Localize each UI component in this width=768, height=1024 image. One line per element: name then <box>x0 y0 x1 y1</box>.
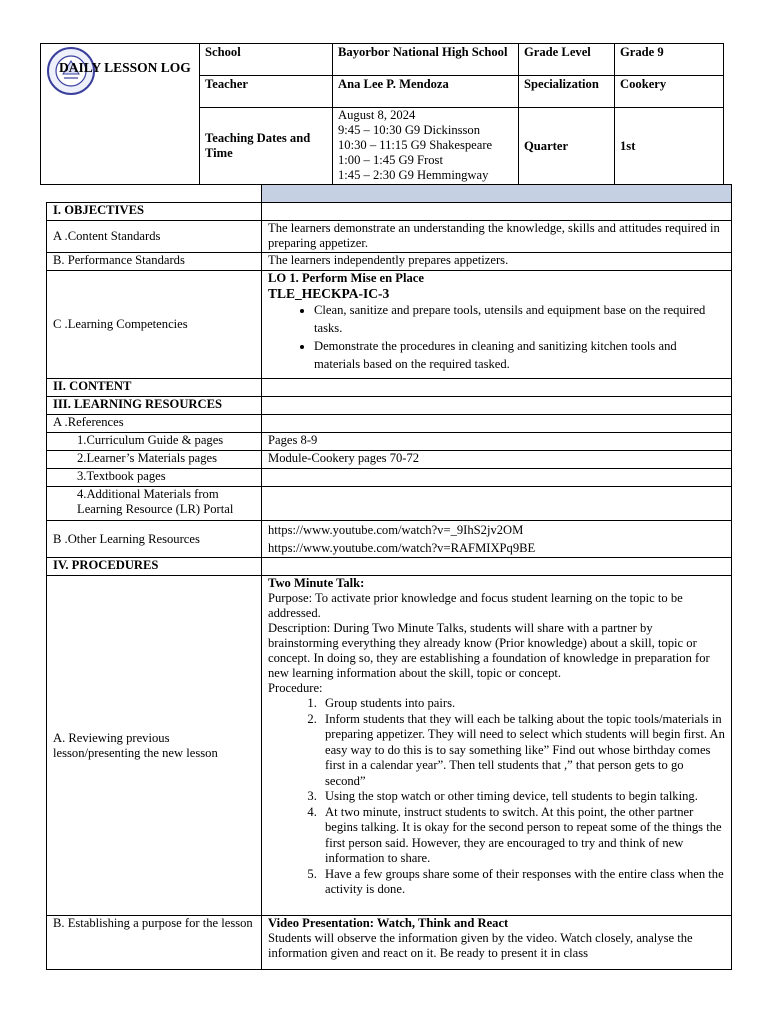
learning-resources-heading: III. LEARNING RESOURCES <box>47 397 262 415</box>
content-standards-text: The learners demonstrate an understanding the knowledge, skills and attitudes required in preparing appetizer. <box>262 221 732 253</box>
quarter-value: 1st <box>615 108 724 185</box>
learning-competencies-label: C .Learning Competencies <box>47 271 262 379</box>
specialization-label: Specialization <box>519 76 615 108</box>
lo-code: TLE_HECKPA-IC-3 <box>268 286 390 301</box>
other-resources-label: B .Other Learning Resources <box>47 521 262 558</box>
curriculum-guide-value: Pages 8-9 <box>262 433 732 451</box>
reviewing-lesson-cell <box>262 576 732 916</box>
procedure-label: Procedure: <box>268 681 323 695</box>
schedule-line: 1:00 – 1:45 G9 Frost <box>338 153 443 167</box>
date-line: August 8, 2024 <box>338 108 416 122</box>
blank-cell <box>47 185 262 203</box>
curriculum-guide-label: 1.Curriculum Guide & pages <box>47 433 262 451</box>
schedule-line: 10:30 – 11:15 G9 Shakespeare <box>338 138 493 152</box>
procedure-step: 4. At two minute, instruct students to switch. At this point, the other partner begins talking. It is okay for the second person to repeat some of the things the first person said. However, they are encouraged to try and think of new information to share. <box>320 805 725 867</box>
resource-link[interactable]: https://www.youtube.com/watch?v=RAFMIXPq9BE <box>268 541 536 555</box>
video-presentation-text: Students will observe the information given by the video. Watch closely, analyse the information given and react on it. Be ready to present it in class <box>268 931 693 960</box>
learners-materials-value: Module-Cookery pages 70-72 <box>262 451 732 469</box>
procedure-steps <box>268 696 725 898</box>
teaching-dates-value <box>333 108 519 185</box>
content-standards-label: A .Content Standards <box>47 221 262 253</box>
procedures-heading: IV. PROCEDURES <box>47 558 262 576</box>
textbook-pages-value <box>262 469 732 487</box>
performance-standards-label: B. Performance Standards <box>47 253 262 271</box>
procedure-step: 5. Have a few groups share some of their responses with the entire class when the activity is done. <box>320 867 725 898</box>
schedule-line: 1:45 – 2:30 G9 Hemmingway <box>338 168 489 182</box>
resource-link[interactable]: https://www.youtube.com/watch?v=_9IhS2jv2OM <box>268 523 524 537</box>
objectives-heading: I. OBJECTIVES <box>47 203 262 221</box>
two-minute-talk-title: Two Minute Talk: <box>268 576 365 590</box>
other-resources-cell <box>262 521 732 558</box>
school-label: School <box>200 44 333 76</box>
additional-materials-value <box>262 487 732 521</box>
competency-item: • Clean, sanitize and prepare tools, utensils and equipment base on the required tasks. <box>314 301 725 337</box>
content-heading: II. CONTENT <box>47 379 262 397</box>
description-text: Description: During Two Minute Talks, students will share with a partner by brainstorming everything they already know (Prior knowledge) about a skill, topic or concept. In doing so, they are establishing a foundation of knowledge in preparation for new learning information about the skill, topic or concept. <box>268 621 710 680</box>
school-value: Bayorbor National High School <box>333 44 519 76</box>
quarter-label: Quarter <box>519 108 615 185</box>
specialization-value: Cookery <box>615 76 724 108</box>
procedure-step: 1. Group students into pairs. <box>320 696 725 712</box>
establishing-purpose-cell <box>262 916 732 970</box>
shaded-header-cell <box>262 185 732 203</box>
learners-materials-label: 2.Learner’s Materials pages <box>47 451 262 469</box>
video-presentation-title: Video Presentation: Watch, Think and React <box>268 916 509 930</box>
procedure-step: 2. Inform students that they will each be talking about the topic tools/materials in preparing appetizer. They will need to select which students will begin first. An easy way to do this is to say something like” Find out whose birthday comes first in a calendar year”. Then tell students that ,” that person gets to go second” <box>320 712 725 790</box>
lesson-plan-table <box>46 184 732 970</box>
schedule-line: 9:45 – 10:30 G9 Dickinsson <box>338 123 481 137</box>
daily-lesson-log-title: DAILY LESSON LOG <box>59 60 191 75</box>
additional-materials-label: 4.Additional Materials from Learning Resource (LR) Portal <box>47 487 262 521</box>
establishing-purpose-label: B. Establishing a purpose for the lesson <box>47 916 262 970</box>
grade-level-value: Grade 9 <box>615 44 724 76</box>
performance-standards-text: The learners independently prepares appetizers. <box>262 253 732 271</box>
references-label: A .References <box>47 415 262 433</box>
textbook-pages-label: 3.Textbook pages <box>47 469 262 487</box>
title-cell <box>41 44 200 185</box>
header-table <box>40 43 724 185</box>
lo-title: LO 1. Perform Mise en Place <box>268 271 424 285</box>
competency-item: • Demonstrate the procedures in cleaning and sanitizing kitchen tools and materials based on the required tasked. <box>314 337 725 373</box>
purpose-text: Purpose: To activate prior knowledge and focus student learning on the topic to be addressed. <box>268 591 683 620</box>
reviewing-lesson-label: A. Reviewing previous lesson/presenting the new lesson <box>47 576 262 916</box>
competency-list <box>268 301 725 373</box>
teacher-label: Teacher <box>200 76 333 108</box>
procedure-step: 3. Using the stop watch or other timing device, tell students to begin talking. <box>320 789 725 805</box>
teacher-value: Ana Lee P. Mendoza <box>333 76 519 108</box>
teaching-dates-label: Teaching Dates and Time <box>200 108 333 185</box>
grade-level-label: Grade Level <box>519 44 615 76</box>
learning-competencies-cell <box>262 271 732 379</box>
